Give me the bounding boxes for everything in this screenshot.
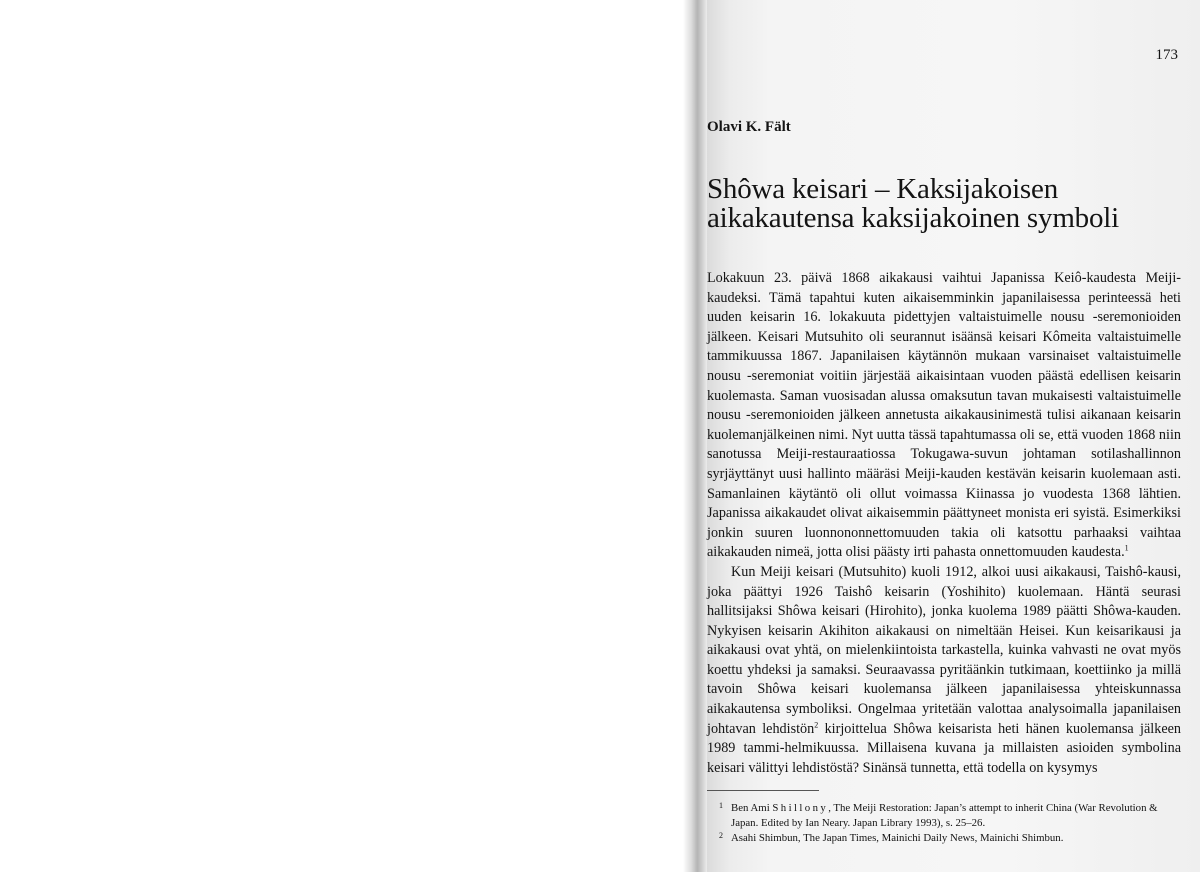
article-title [707,175,1177,233]
footnote-ref-1: 1 [1124,543,1129,553]
footnote-2-mark: 2 [719,831,723,840]
footnote-1-author-first: Ben Ami [731,802,773,814]
paragraph-2-text-b: kirjoittelua Shôwa keisarista heti hänen kuolemansa jälkeen 1989 tammi-helmikuussa. Millaisena kuvana ja millaisten asioiden symbolina keisari välittyi lehdistöstä? Sinänsä tunnetta, että todella on kysymys [707,720,1182,776]
footnote-ref-2: 2 [814,719,819,729]
page-number: 173 [1155,47,1178,63]
author-name: Olavi K. Fält [707,119,791,135]
footnote-2 [707,831,1181,846]
footnote-1-mark: 1 [719,801,723,810]
footnote-divider [707,790,819,791]
footnote-1 [707,801,1181,831]
title-line-2: aikakautensa kaksijakoinen symboli [707,202,1119,234]
book-spine-shadow [683,0,707,872]
article-body [707,269,1181,778]
paragraph-2 [707,563,1181,779]
footnote-1-text: , The Meiji Restoration: Japan’s attempt to inherit China (War Revolution & Japan. Edited by Ian Neary. Japan Library 1993), s. 25–26. [731,802,1158,829]
paragraph-2-text-a: Kun Meiji keisari (Mutsuhito) kuoli 1912, alkoi uusi aikakausi, Taishô-kausi, joka päättyi 1926 Taishô keisarin (Yoshihito) kuolemaan. Häntä seurasi hallitsijaksi Shôwa keisari (Hirohito), jonka kuolema 1989 päätti Shôwa-kauden. Nykyisen keisarin Akihiton aikakausi on nimeltään Heisei. Kun keisarikausi ja aikakausi ovat yhtä, on mielenkiintoista tarkastella, kuinka vahvasti ne ovat myös koettu yhdeksi ja samaksi. Seuraavassa pyritäänkin tutkimaan, koettiinko ja millä tavoin Shôwa keisari kuolemansa jälkeen japanilaisessa yhteiskunnassa aikakautensa symboliksi. Ongelmaa yritetään valottaa analysoimalla japanilaisen johtavan lehdistön [707,563,1181,737]
footnote-1-author-last: Shillony [772,802,829,814]
footnotes [707,801,1181,846]
title-line-1: Shôwa keisari – Kaksijakoisen [707,173,1058,205]
paragraph-1 [707,269,1181,563]
paragraph-1-text: Lokakuun 23. päivä 1868 aikakausi vaihtui Japanissa Keiô-kaudesta Meiji-kaudeksi. Tämä tapahtui kuten aikaisemminkin japanilaisessa perinteessä heti uuden keisarin 16. lokakuuta pidettyjen valtaistuimelle nousu -seremonioiden jälkeen. Keisari Mutsuhito oli seurannut isäänsä keisari Kômeita valtaistuimelle tammikuussa 1867. Japanilaisen käytännön mukaan varsinaiset valtaistuimelle nousu -seremoniat voitiin järjestää aikaisintaan vuoden päästä edellisen keisarin kuolemasta. Saman vuosisadan alussa omaksutun tavan mukaisesti valtaistuimelle nousu -seremonioiden jälkeen annetusta aikakausinimestä tulisi aikanaan keisarin kuolemanjälkeinen nimi. Nyt uutta tässä tapahtumassa oli se, että vuoden 1868 niin sanotussa Meiji-restauraatiossa Tokugawa-suvun johtaman sotilashallinnon syrjäyttänyt uusi hallinto määräsi Meiji-kauden kestävän keisarin kuolemaan asti. Samanlainen käytäntö oli ollut voimassa Kiinassa jo vuodesta 1368 lähtien. Japanissa aikakaudet olivat aikaisemmin päättyneet monista eri syistä. Esimerkiksi jonkin suuren luonnononnettomuuden takia oli katsottu parhaaksi vaihtaa aikakauden nimeä, jotta olisi päästy irti pahasta onnettomuuden kaudesta. [707,270,1181,561]
footnote-2-text: Asahi Shimbun, The Japan Times, Mainichi Daily News, Mainichi Shimbun. [731,832,1064,844]
